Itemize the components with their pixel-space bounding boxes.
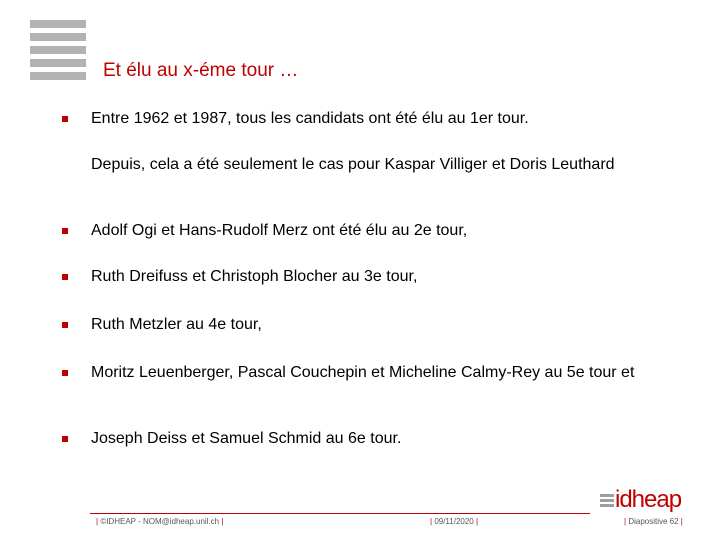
bullet-text: Adolf Ogi et Hans-Rudolf Merz ont été élu au 2e tour, xyxy=(91,222,468,239)
bullet-icon xyxy=(62,322,68,328)
brand-wordmark: idheap xyxy=(615,486,682,513)
bullet-icon xyxy=(62,228,68,234)
header-logo-bars xyxy=(30,20,86,80)
bullet-icon xyxy=(62,436,68,442)
footer-slide-number: | Diapositive 62 | xyxy=(624,517,683,526)
bullet-text: Moritz Leuenberger, Pascal Couchepin et Micheline Calmy-Rey au 5e tour et xyxy=(91,364,635,381)
bullet-text: Depuis, cela a été seulement le cas pour Kaspar Villiger et Doris Leuthard xyxy=(91,156,615,173)
footer-date: | 09/11/2020 | xyxy=(430,517,479,526)
slide-title: Et élu au x-éme tour … xyxy=(103,60,299,81)
bullet-text: Ruth Dreifuss et Christoph Blocher au 3e tour, xyxy=(91,268,418,285)
footer-date-text: 09/11/2020 xyxy=(434,517,474,526)
bullet-text: Entre 1962 et 1987, tous les candidats ont été élu au 1er tour. xyxy=(91,110,529,127)
bullet-icon xyxy=(62,116,68,122)
bullet-text: Joseph Deiss et Samuel Schmid au 6e tour. xyxy=(91,430,402,447)
footer-copyright-text: ©IDHEAP - NOM@idheap.unil.ch xyxy=(100,517,220,526)
footer-slide-number-text: Diapositive 62 xyxy=(628,517,679,526)
logo-lines-icon xyxy=(600,494,614,508)
footer-copyright: | ©IDHEAP - NOM@idheap.unil.ch | xyxy=(96,517,224,526)
bullet-icon xyxy=(62,274,68,280)
footer-divider xyxy=(90,513,590,514)
idheap-logo xyxy=(600,488,700,514)
bullet-icon xyxy=(62,370,68,376)
bullet-text: Ruth Metzler au 4e tour, xyxy=(91,316,262,333)
